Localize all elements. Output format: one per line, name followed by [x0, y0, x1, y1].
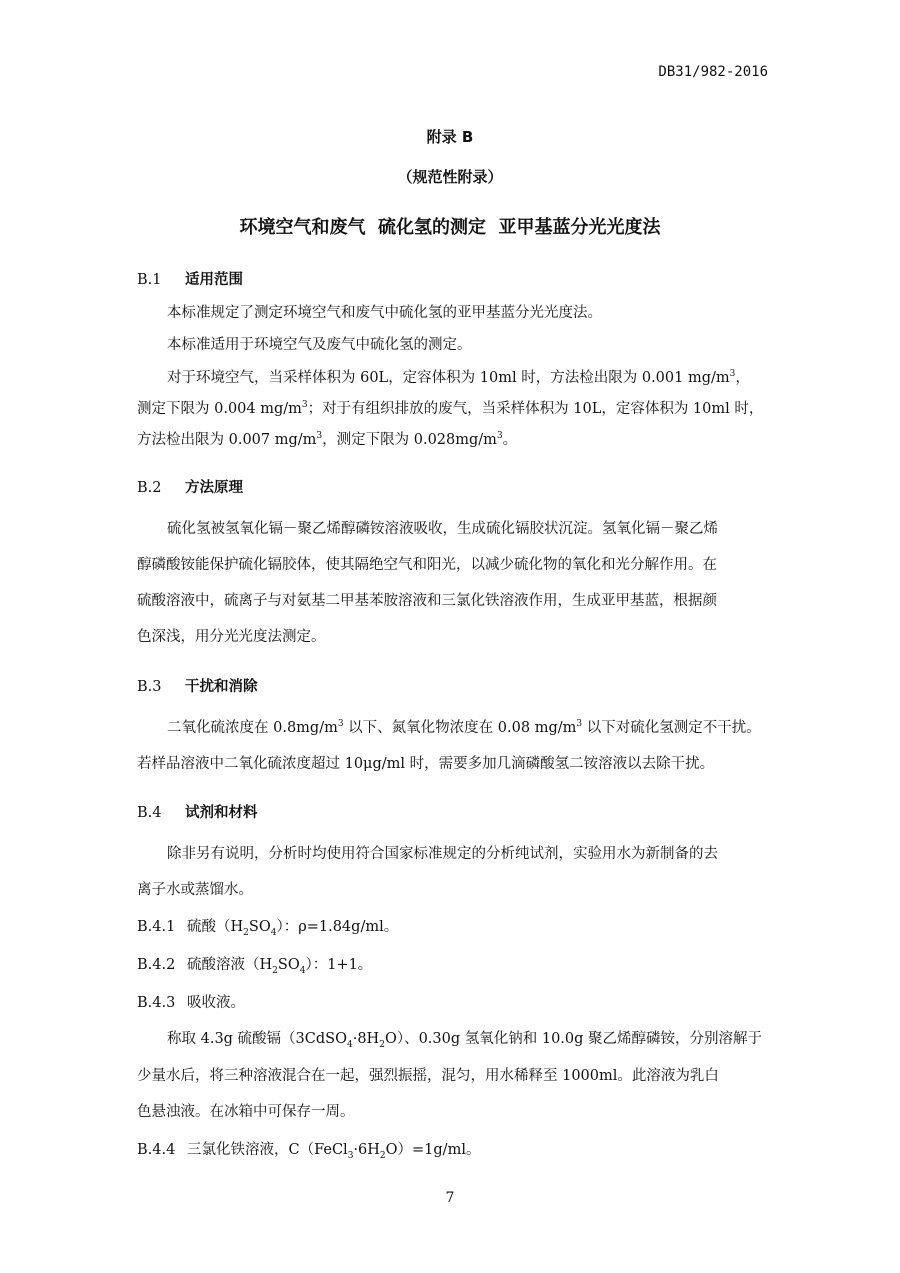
section-number: B.1 — [137, 272, 162, 288]
subscript: 2 — [379, 1150, 386, 1161]
section-number: B.4 — [137, 805, 162, 821]
text-run: 硫酸溶液（H — [187, 957, 273, 973]
paragraph: 本标准适用于环境空气及废气中硫化氢的测定。 — [167, 337, 472, 353]
text-run: O）、0.30g 氢氧化钠和 10.0g 聚乙烯醇磷铵，分别溶解于 — [384, 1031, 763, 1047]
superscript: 3 — [576, 719, 583, 730]
text-run: ，测定下限为 0.028mg/m — [322, 432, 497, 448]
subsection-number: B.4.3 — [137, 995, 176, 1011]
section-heading-b4 — [137, 801, 258, 822]
text-run: 方法检出限为 0.007 mg/m — [137, 432, 317, 448]
paragraph: 若样品溶液中二氧化硫浓度超过 10μg/ml 时，需要多加几滴磷酸氢二铵溶液以去除干扰。 — [137, 756, 715, 772]
section-title: 干扰和消除 — [185, 679, 258, 695]
text-run: ；对于有组织排放的废气，当采样体积为 10L，定容体积为 10ml 时， — [307, 401, 764, 417]
paragraph — [167, 1027, 762, 1050]
paragraph: 本标准规定了测定环境空气和废气中硫化氢的亚甲基蓝分光光度法。 — [167, 305, 602, 321]
subsection-number: B.4.1 — [137, 919, 176, 935]
text-run: 称取 4.3g 硫酸镉（3CdSO — [167, 1031, 347, 1047]
section-number: B.2 — [137, 480, 162, 496]
paragraph: 醇磷酸铵能保护硫化镉胶体，使其隔绝空气和阳光，以减少硫化物的氧化和光分解作用。在 — [137, 557, 717, 573]
subsection-b43 — [137, 991, 245, 1012]
paragraph: 除非另有说明，分析时均使用符合国家标准规定的分析纯试剂，实验用水为新制备的去 — [167, 846, 718, 862]
subsection-number: B.4.2 — [137, 957, 176, 973]
paragraph: 硫酸溶液中，硫离子与对氨基二甲基苯胺溶液和三氯化铁溶液作用，生成亚甲基蓝，根据颜 — [137, 593, 717, 609]
text-run: 。 — [502, 432, 518, 448]
subsection-number: B.4.4 — [137, 1142, 176, 1158]
paragraph: 少量水后，将三种溶液混合在一起，强烈振摇，混匀，用水稀释至 1000ml。此溶液为乳白 — [137, 1068, 719, 1084]
text-run: 测定下限为 0.004 mg/m — [137, 401, 302, 417]
subscript: 2 — [272, 965, 278, 976]
text-run: SO — [277, 957, 300, 973]
superscript: 3 — [316, 431, 323, 442]
paragraph: 色深浅，用分光光度法测定。 — [137, 629, 326, 645]
text-run: 硫酸（H — [187, 919, 244, 935]
text-run: 二氧化硫浓度在 0.8mg/m — [167, 720, 338, 736]
subscript: 4 — [346, 1039, 353, 1050]
subsection-b42 — [137, 953, 372, 976]
section-title: 方法原理 — [185, 480, 243, 496]
paragraph — [137, 397, 763, 418]
page-title: 环境空气和废气 硫化氢的测定 亚甲基蓝分光光度法 — [239, 217, 661, 238]
section-heading-b1 — [137, 268, 243, 289]
section-title: 适用范围 — [185, 272, 243, 288]
text-run: ·8H — [352, 1031, 380, 1047]
text-run: 以下对硫化氢测定不干扰。 — [582, 720, 761, 736]
paragraph: 色悬浊液。在冰箱中可保存一周。 — [137, 1104, 355, 1120]
superscript: 3 — [337, 719, 344, 730]
document-id: DB31/982-2016 — [658, 64, 768, 80]
text-run: 吸收液。 — [187, 995, 245, 1011]
subscript: 2 — [379, 1039, 385, 1050]
text-run: O）=1g/ml。 — [385, 1142, 481, 1158]
paragraph — [167, 366, 750, 387]
section-heading-b3 — [137, 675, 258, 696]
superscript: 3 — [496, 431, 503, 442]
appendix-label: 附录 B — [426, 128, 474, 146]
section-title: 试剂和材料 — [185, 805, 258, 821]
subscript: 4 — [270, 927, 277, 938]
page-number: 7 — [445, 1190, 455, 1206]
text-run: ）：ρ=1.84g/ml。 — [276, 919, 399, 935]
section-heading-b2 — [137, 476, 243, 497]
text-run: 对于环境空气，当采样体积为 60L，定容体积为 10ml 时，方法检出限为 0.001 mg/m — [167, 370, 730, 386]
subscript: 4 — [299, 965, 306, 976]
paragraph: 离子水或蒸馏水。 — [137, 882, 253, 898]
text-run: ）：1+1。 — [305, 957, 373, 973]
appendix-subtitle: （规范性附录） — [397, 168, 503, 186]
paragraph — [137, 428, 517, 449]
superscript: 3 — [301, 400, 308, 411]
section-number: B.3 — [137, 679, 162, 695]
paragraph: 硫化氢被氢氧化镉－聚乙烯醇磷铵溶液吸收，生成硫化镉胶状沉淀。氢氧化镉－聚乙烯 — [167, 521, 718, 537]
text-run: ·6H — [353, 1142, 380, 1158]
subscript: 2 — [243, 927, 249, 938]
text-run: 三氯化铁溶液，C（FeCl — [187, 1142, 348, 1158]
text-run: 以下、氮氧化物浓度在 0.08 mg/m — [343, 720, 577, 736]
subscript: 3 — [347, 1150, 354, 1161]
paragraph — [167, 716, 761, 737]
text-run: SO — [248, 919, 271, 935]
text-run: ， — [735, 370, 750, 386]
subsection-b41 — [137, 915, 398, 938]
subsection-b44 — [137, 1138, 480, 1161]
superscript: 3 — [729, 369, 736, 380]
